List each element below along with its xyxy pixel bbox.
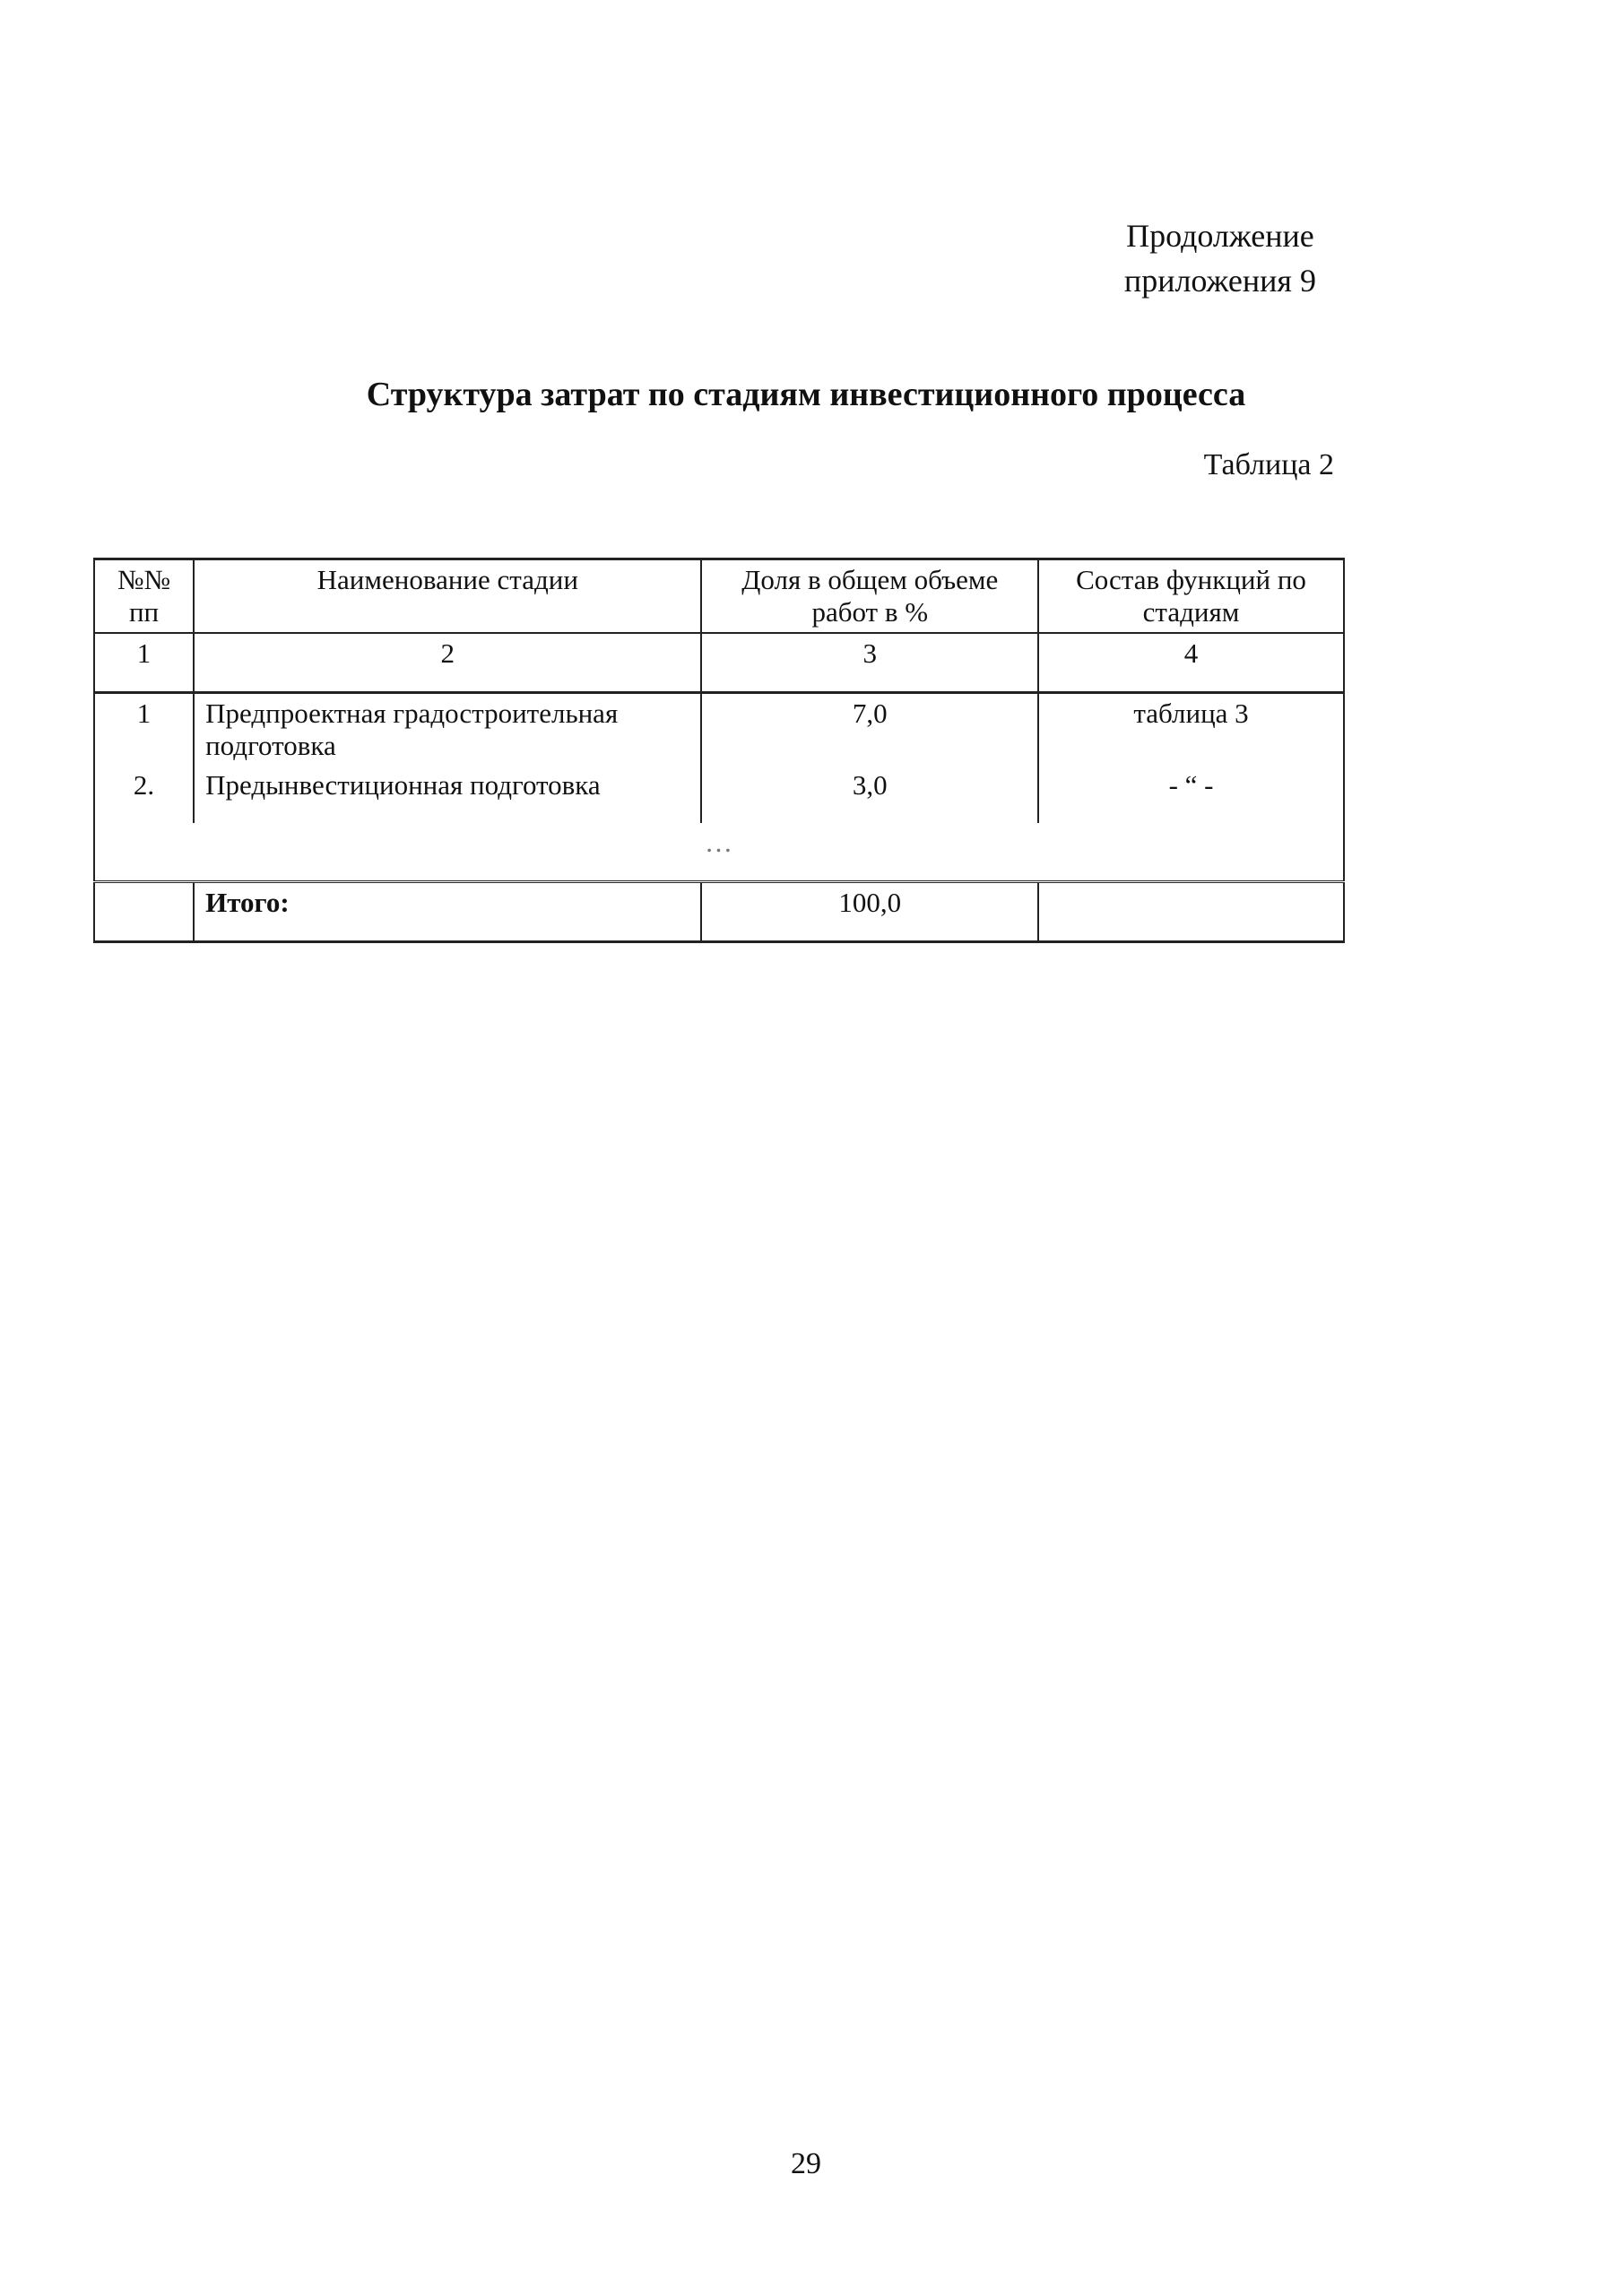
colnum-1: 1 [94,633,194,693]
total-label: Итого: [194,882,701,942]
table-row [94,766,1344,823]
page-title: Структура затрат по стадиям инвестиционного процесса [366,376,1246,413]
row-stage-name: Предынвестиционная подготовка [194,766,701,823]
cost-structure-table [93,558,1345,943]
row-stage-name: Предпроектная градостроительная подготовка [194,693,701,767]
row-share: 3,0 [701,766,1038,823]
total-value: 100,0 [701,882,1038,942]
total-row [94,882,1344,942]
colnum-3: 3 [701,633,1038,693]
row-number: 2. [94,766,194,823]
row-functions-ref: - “ - [1038,766,1344,823]
total-empty [94,882,194,942]
table-header-row [94,559,1344,634]
table-label: Таблица 2 [1203,448,1334,481]
header-share: Доля в общем объеме работ в % [701,559,1038,634]
continuation-line-2: приложения 9 [1123,263,1316,299]
row-number: 1 [94,693,194,767]
row-share: 7,0 [701,693,1038,767]
colnum-2: 2 [194,633,701,693]
continuation-note [1124,213,1316,303]
row-functions-ref: таблица 3 [1038,693,1344,767]
header-stage-name: Наименование стадии [194,559,701,634]
header-functions: Состав функций по стадиям [1038,559,1344,634]
header-number: №№ пп [94,559,194,634]
page-number: 29 [791,2147,821,2180]
total-empty-4 [1038,882,1344,942]
omitted-rows [94,823,1344,882]
column-number-row [94,633,1344,693]
table-row [94,693,1344,767]
omitted-rows-note: … [94,823,1344,882]
colnum-4: 4 [1038,633,1344,693]
continuation-line-1: Продолжение [1126,218,1314,254]
